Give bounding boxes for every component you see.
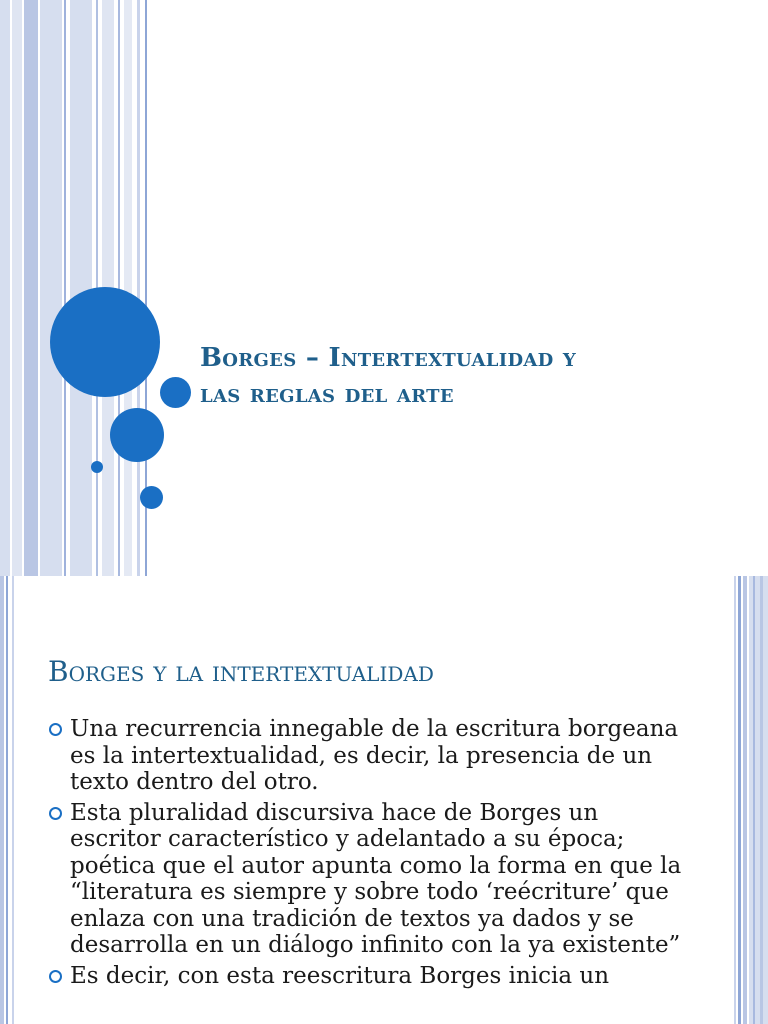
slide-title: Borges y la intertextualidad: [48, 655, 434, 688]
bullet-list: [48, 716, 688, 993]
title-line-1: Borges – Intertextualidad y: [200, 343, 577, 373]
list-item-text: Es decir, con esta reescritura Borges inicia un: [70, 962, 610, 989]
ring-bullet-icon: [49, 970, 62, 983]
list-item: [48, 963, 688, 990]
small-circle: [160, 377, 191, 408]
list-item-text: Esta pluralidad discursiva hace de Borges un escritor característico y adelantado a su época; poética que el autor apunta como la forma en que la “literatura es siempre y sobre todo ‘reécriture’ que enlaza con una tradición de textos ya dados y se desarrolla en un diálogo infinito con la ya existente”: [70, 799, 682, 958]
slide-title: [200, 340, 740, 412]
ring-bullet-icon: [49, 807, 62, 820]
large-circle: [50, 287, 160, 397]
small-circle-bottom: [140, 486, 163, 509]
title-line-2: las reglas del arte: [200, 379, 454, 409]
list-item: [48, 800, 688, 959]
medium-circle: [110, 408, 164, 462]
list-item: [48, 716, 688, 796]
content-slide: [0, 576, 768, 1024]
list-item-text: Una recurrencia innegable de la escritura borgeana es la intertextualidad, es decir, la presencia de un texto dentro del otro.: [70, 716, 679, 795]
ring-bullet-icon: [49, 723, 62, 736]
tiny-circle: [91, 461, 103, 473]
